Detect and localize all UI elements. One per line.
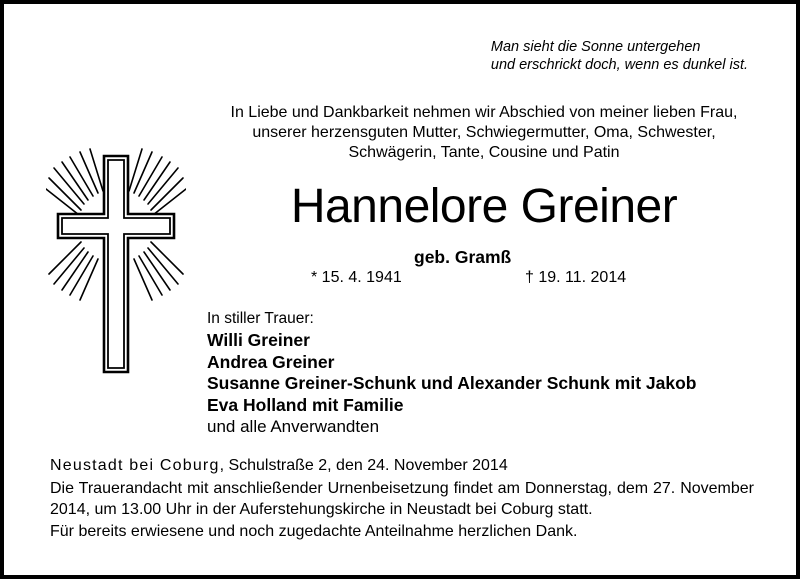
maiden-name: geb. Gramß bbox=[414, 247, 512, 267]
radiant-cross-icon bbox=[46, 144, 186, 384]
motto-quote bbox=[491, 38, 748, 74]
intro-line: unserer herzensguten Mutter, Schwiegermutter, Oma, Schwester, bbox=[252, 124, 716, 141]
intro-line: In Liebe und Dankbarkeit nehmen wir Abschied von meiner lieben Frau, bbox=[230, 104, 738, 121]
intro-text bbox=[184, 103, 784, 163]
mourner-name: Eva Holland mit Familie bbox=[207, 394, 404, 415]
death-date: † 19. 11. 2014 bbox=[525, 269, 627, 286]
mourning-label: In stiller Trauer: bbox=[207, 310, 314, 327]
ceremony-info: Die Trauerandacht mit anschließender Urnenbeisetzung findet am Donnerstag, dem 27. November 2014, um 13.00 Uhr in der Auferstehungskirche in Neustadt bei Coburg statt. bbox=[50, 480, 754, 518]
mourner-name: Andrea Greiner bbox=[207, 351, 335, 372]
motto-line: und erschrickt doch, wenn es dunkel ist. bbox=[490, 57, 748, 73]
place-name: Neustadt bei Coburg bbox=[50, 457, 220, 474]
motto-line: Man sieht die Sonne untergehen bbox=[490, 39, 701, 55]
mourner-name: Susanne Greiner-Schunk und Alexander Schunk mit Jakob bbox=[207, 373, 697, 393]
relatives-line: und alle Anverwandten bbox=[207, 417, 380, 436]
deceased-name: Hannelore Greiner bbox=[290, 180, 678, 233]
address-date: , Schulstraße 2, den 24. November 2014 bbox=[219, 457, 508, 474]
thanks-line: Für bereits erwiesene und noch zugedachte Anteilnahme herzlichen Dank. bbox=[50, 523, 578, 540]
place-date-line bbox=[50, 456, 508, 476]
birth-date: * 15. 4. 1941 bbox=[311, 269, 402, 286]
intro-line: Schwägerin, Tante, Cousine und Patin bbox=[348, 144, 620, 161]
mourner-name: Willi Greiner bbox=[207, 330, 310, 350]
mourners-list bbox=[207, 330, 696, 416]
